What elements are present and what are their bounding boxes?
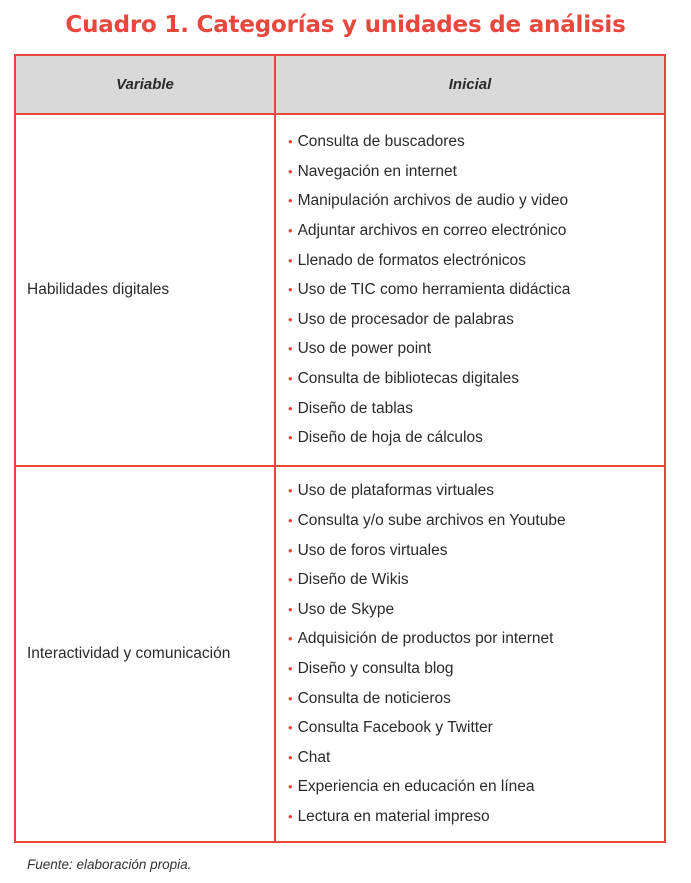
list-item-text: Diseño de tablas [297,399,414,417]
list-item-text: Diseño de Wikis [297,571,409,589]
list-item-text: Uso de foros virtuales [297,541,448,559]
list-item-text: Consulta Facebook y Twitter [297,719,493,737]
bullet-icon: • [288,193,293,209]
items-list [276,476,664,831]
table-header-row [16,56,664,114]
list-item-text: Uso de plataformas virtuales [297,482,494,500]
bullet-icon: • [288,631,293,647]
list-item [288,654,664,684]
list-item-text: Experiencia en educación en línea [297,778,535,796]
list-item [288,127,664,157]
bullet-icon: • [288,601,293,617]
bullet-icon: • [288,513,293,529]
bullet-icon: • [288,572,293,588]
list-item-text: Lectura en material impreso [297,807,490,825]
bullet-icon: • [288,370,293,386]
list-item [288,157,664,187]
variable-cell: Interactividad y comunicación [16,466,275,841]
bullet-icon: • [288,542,293,558]
bullet-icon: • [288,779,293,795]
table-row [16,466,664,841]
items-cell [275,114,664,466]
categories-table [14,54,666,843]
list-item [288,684,664,714]
list-item [288,624,664,654]
header-inicial: Inicial [275,56,664,114]
bullet-icon: • [288,690,293,706]
list-item-text: Consulta y/o sube archivos en Youtube [297,512,566,530]
list-item-text: Chat [297,748,331,766]
list-item [288,476,664,506]
list-item-text: Adjuntar archivos en correo electrónico [297,222,567,240]
bullet-icon: • [288,282,293,298]
list-item-text: Uso de procesador de palabras [297,310,514,328]
list-item [288,246,664,276]
bullet-icon: • [288,808,293,824]
bullet-icon: • [288,311,293,327]
list-item [288,506,664,536]
source-note: Fuente: elaboración propia. [27,857,192,872]
bullet-icon: • [288,134,293,150]
list-item [288,743,664,773]
bullet-icon: • [288,223,293,239]
bullet-icon: • [288,252,293,268]
list-item-text: Llenado de formatos electrónicos [297,251,526,269]
bullet-icon: • [288,483,293,499]
list-item [288,186,664,216]
list-item [288,802,664,832]
list-item [288,536,664,566]
table-title: Cuadro 1. Categorías y unidades de análisis [65,12,626,38]
list-item-text: Uso de Skype [297,600,395,618]
list-item [288,595,664,625]
list-item-text: Consulta de bibliotecas digitales [297,369,520,387]
list-item [288,423,664,453]
bullet-icon: • [288,720,293,736]
list-item-text: Consulta de noticieros [297,689,451,707]
list-item-text: Diseño y consulta blog [297,660,454,677]
bullet-icon: • [288,400,293,416]
items-list [276,127,664,453]
list-item [288,713,664,743]
table-row [16,114,664,466]
list-item-text: Adquisición de productos por internet [297,630,554,648]
list-item [288,216,664,246]
list-item [288,772,664,802]
variable-cell: Habilidades digitales [16,114,275,466]
bullet-icon: • [288,749,293,765]
items-cell [275,466,664,841]
bullet-icon: • [288,661,293,676]
bullet-icon: • [288,163,293,179]
list-item-text: Uso de TIC como herramienta didáctica [297,281,571,299]
list-item-text: Diseño de hoja de cálculos [297,429,483,447]
bullet-icon: • [288,341,293,357]
list-item [288,394,664,424]
list-item-text: Consulta de buscadores [297,133,465,151]
list-item-text: Uso de power point [297,340,432,358]
list-item-text: Navegación en internet [297,162,457,180]
list-item [288,305,664,335]
list-item [288,364,664,394]
header-variable: Variable [16,56,275,114]
list-item [288,565,664,595]
bullet-icon: • [288,430,293,446]
list-item [288,334,664,364]
list-item-text: Manipulación archivos de audio y video [297,192,569,210]
list-item [288,275,664,305]
